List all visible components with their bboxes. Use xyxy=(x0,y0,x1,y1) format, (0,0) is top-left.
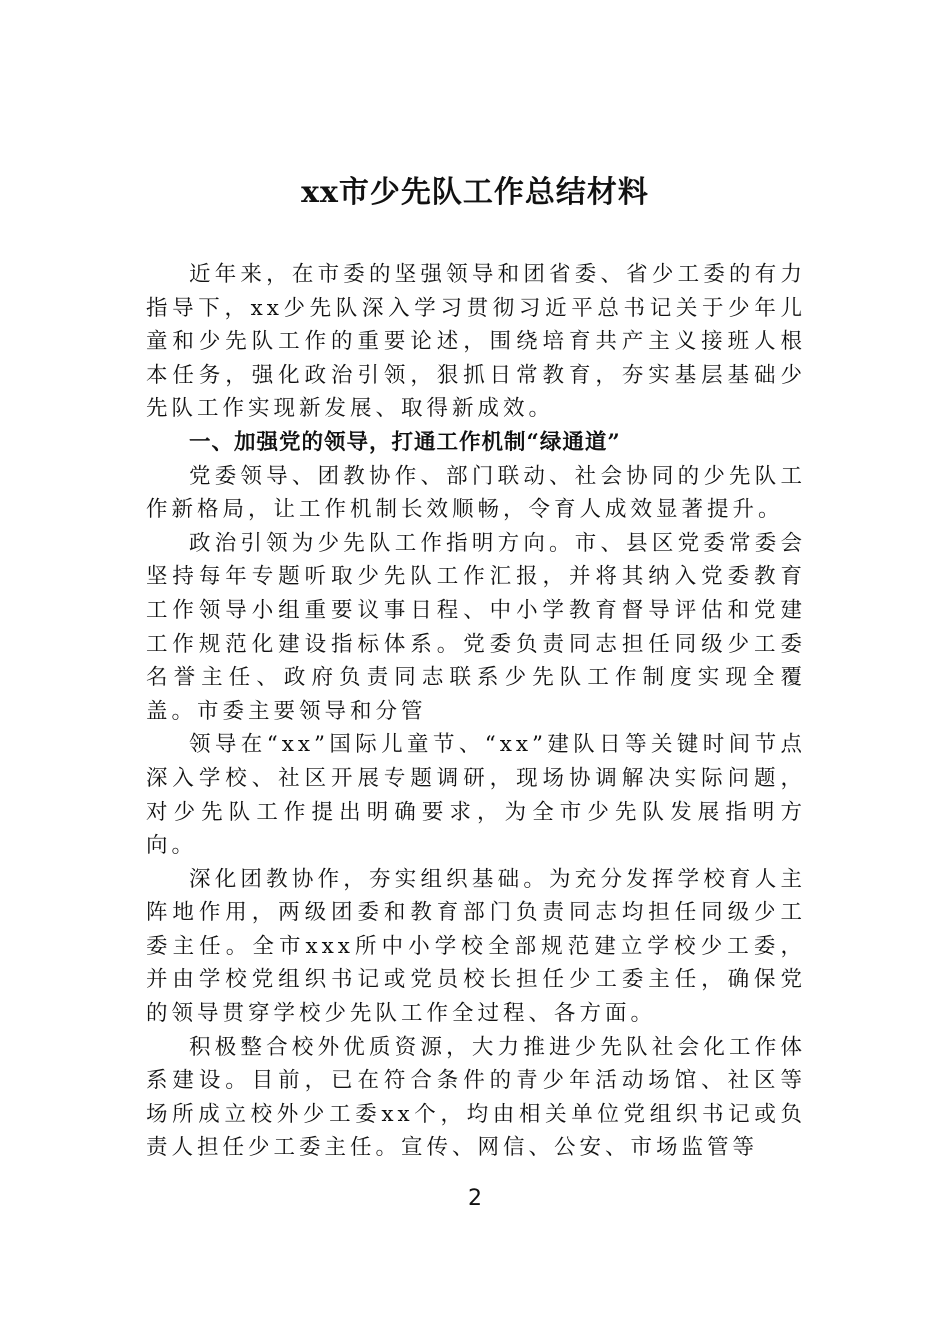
body-paragraph: 政治引领为少先队工作指明方向。市、县区党委常委会坚持每年专题听取少先队工作汇报，并将其纳入党委教育工作领导小组重要议事日程、中小学教育督导评估和党建工作规范化建设指标体系。党委负责同志担任同级少工委名誉主任、政府负责同志联系少先队工作制度实现全覆盖。市委主要领导和分管 xyxy=(146,530,806,724)
section-heading: 一、加强党的领导，打通工作机制“绿通道” xyxy=(189,429,621,455)
page-number: 2 xyxy=(468,1186,482,1211)
body-paragraph: 党委领导、团教协作、部门联动、社会协同的少先队工作新格局，让工作机制长效顺畅，令育人成效显著提升。 xyxy=(146,463,806,523)
body-paragraph: 积极整合校外优质资源，大力推进少先队社会化工作体系建设。目前，已在符合条件的青少年活动场馆、社区等场所成立校外少工委xx个，均由相关单位党组织书记或负责人担任少工委主任。宣传、网信、公安、市场监管等 xyxy=(146,1034,806,1161)
intro-paragraph: 近年来，在市委的坚强领导和团省委、省少工委的有力指导下，xx少先队深入学习贯彻习近平总书记关于少年儿童和少先队工作的重要论述，围绕培育共产主义接班人根本任务，强化政治引领，狠抓日常教育，夯实基层基础少先队工作实现新发展、取得新成效。 xyxy=(146,262,806,422)
body-paragraph: 领导在“xx”国际儿童节、“xx”建队日等关键时间节点深入学校、社区开展专题调研，现场协调解决实际问题，对少先队工作提出明确要求，为全市少先队发展指明方向。 xyxy=(146,732,806,859)
document-body xyxy=(146,258,806,1165)
body-paragraph: 深化团教协作，夯实组织基础。为充分发挥学校育人主阵地作用，两级团委和教育部门负责同志均担任同级少工委主任。全市xxx所中小学校全部规范建立学校少工委，并由学校党组织书记或党员校长担任少工委主任，确保党的领导贯穿学校少先队工作全过程、各方面。 xyxy=(146,866,806,1027)
document-title: xx市少先队工作总结材料 xyxy=(301,175,649,210)
